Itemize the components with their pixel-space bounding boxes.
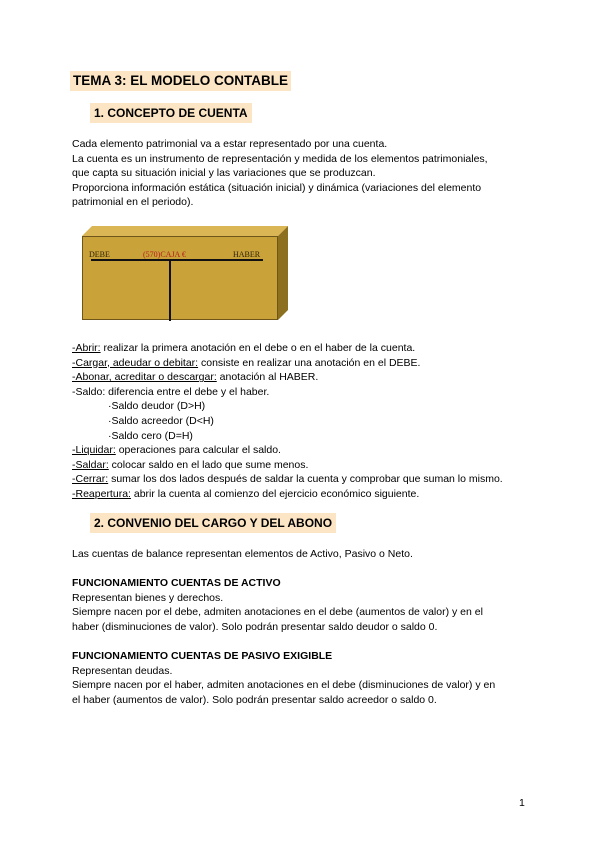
intro-line: Cada elemento patrimonial va a estar representado por una cuenta. bbox=[72, 138, 388, 150]
intro-line: que capta su situación inicial y las variaciones que se produzcan. bbox=[72, 167, 376, 180]
intro-line: La cuenta es un instrumento de representación y medida de los elementos patrimoniales, bbox=[72, 152, 488, 165]
t-account-haber-label: HABER bbox=[233, 250, 261, 259]
balance-intro: Las cuentas de balance representan elementos de Activo, Pasivo o Neto. bbox=[72, 548, 413, 560]
definition-term: -Abonar, acreditar o descargar: bbox=[72, 371, 217, 384]
definition-text: anotación al HABER. bbox=[216, 371, 319, 384]
definition-item bbox=[72, 356, 542, 371]
definition-item bbox=[72, 414, 542, 429]
definition-item bbox=[72, 487, 542, 502]
definition-term: -Liquidar: bbox=[72, 444, 116, 457]
activo-line: haber (disminuciones de valor). Solo podrán presentar saldo deudor o saldo 0. bbox=[72, 620, 438, 633]
page-number: 1 bbox=[519, 797, 525, 809]
definition-item bbox=[72, 429, 542, 444]
definition-item bbox=[72, 370, 542, 385]
definition-term: -Cargar, adeudar o debitar: bbox=[72, 356, 199, 369]
intro-paragraph bbox=[72, 137, 532, 210]
definition-text: -Saldo: diferencia entre el debe y el haber. bbox=[72, 385, 270, 398]
t-account-top-face bbox=[82, 226, 288, 236]
definition-text: abrir la cuenta al comienzo del ejercicio económico siguiente. bbox=[130, 487, 420, 500]
definition-text: ·Saldo cero (D=H) bbox=[108, 429, 193, 442]
definition-item bbox=[72, 458, 542, 473]
t-account-vertical-line bbox=[169, 259, 171, 321]
pasivo-line: Siempre nacen por el haber, admiten anotaciones en el debe (disminuciones de valor) y en bbox=[72, 679, 496, 692]
pasivo-heading: FUNCIONAMIENTO CUENTAS DE PASIVO EXIGIBLE bbox=[72, 650, 333, 662]
document-title: TEMA 3: EL MODELO CONTABLE bbox=[70, 71, 291, 91]
definition-item bbox=[72, 385, 542, 400]
activo-line: Siempre nacen por el debe, admiten anotaciones en el debe (aumentos de valor) y en el bbox=[72, 606, 483, 619]
definition-term: -Cerrar: bbox=[72, 473, 109, 486]
t-account-name: (570)CAJA € bbox=[143, 250, 186, 259]
intro-line: Proporciona información estática (situación inicial) y dinámica (variaciones del elemento bbox=[72, 181, 482, 194]
section-heading-convenio: 2. CONVENIO DEL CARGO Y DEL ABONO bbox=[90, 513, 336, 533]
activo-block bbox=[72, 576, 532, 634]
pasivo-line: el haber (aumentos de valor). Solo podrán presentar saldo acreedor o saldo 0. bbox=[72, 693, 437, 706]
definition-text: ·Saldo acreedor (D<H) bbox=[108, 414, 214, 427]
definition-text: realizar la primera anotación en el debe o en el haber de la cuenta. bbox=[100, 342, 416, 354]
section-heading-concepto: 1. CONCEPTO DE CUENTA bbox=[90, 103, 252, 123]
definition-item bbox=[72, 443, 542, 458]
definition-item bbox=[72, 341, 542, 356]
definition-text: sumar los dos lados después de saldar la cuenta y comprobar que suman lo mismo. bbox=[108, 473, 503, 486]
t-account-side-face bbox=[278, 226, 288, 320]
t-account-front-face bbox=[82, 236, 278, 320]
intro-line: patrimonial en el periodo). bbox=[72, 196, 194, 209]
definition-term: -Abrir: bbox=[72, 342, 101, 354]
activo-heading: FUNCIONAMIENTO CUENTAS DE ACTIVO bbox=[72, 577, 281, 589]
activo-line: Representan bienes y derechos. bbox=[72, 591, 224, 604]
pasivo-block bbox=[72, 649, 532, 707]
t-account-debe-label: DEBE bbox=[89, 250, 110, 259]
definition-term: -Reapertura: bbox=[72, 487, 131, 500]
definition-text: consiste en realizar una anotación en el DEBE. bbox=[198, 356, 421, 369]
definition-term: -Saldar: bbox=[72, 458, 109, 471]
t-account-figure bbox=[82, 226, 288, 320]
pasivo-line: Representan deudas. bbox=[72, 664, 173, 677]
definition-text: ·Saldo deudor (D>H) bbox=[108, 400, 206, 413]
definition-text: operaciones para calcular el saldo. bbox=[115, 444, 281, 457]
t-account-horizontal-line bbox=[91, 259, 263, 261]
definitions-list bbox=[72, 341, 542, 502]
definition-text: colocar saldo en el lado que sume menos. bbox=[108, 458, 309, 471]
definition-item bbox=[72, 472, 542, 487]
definition-item bbox=[72, 399, 542, 414]
